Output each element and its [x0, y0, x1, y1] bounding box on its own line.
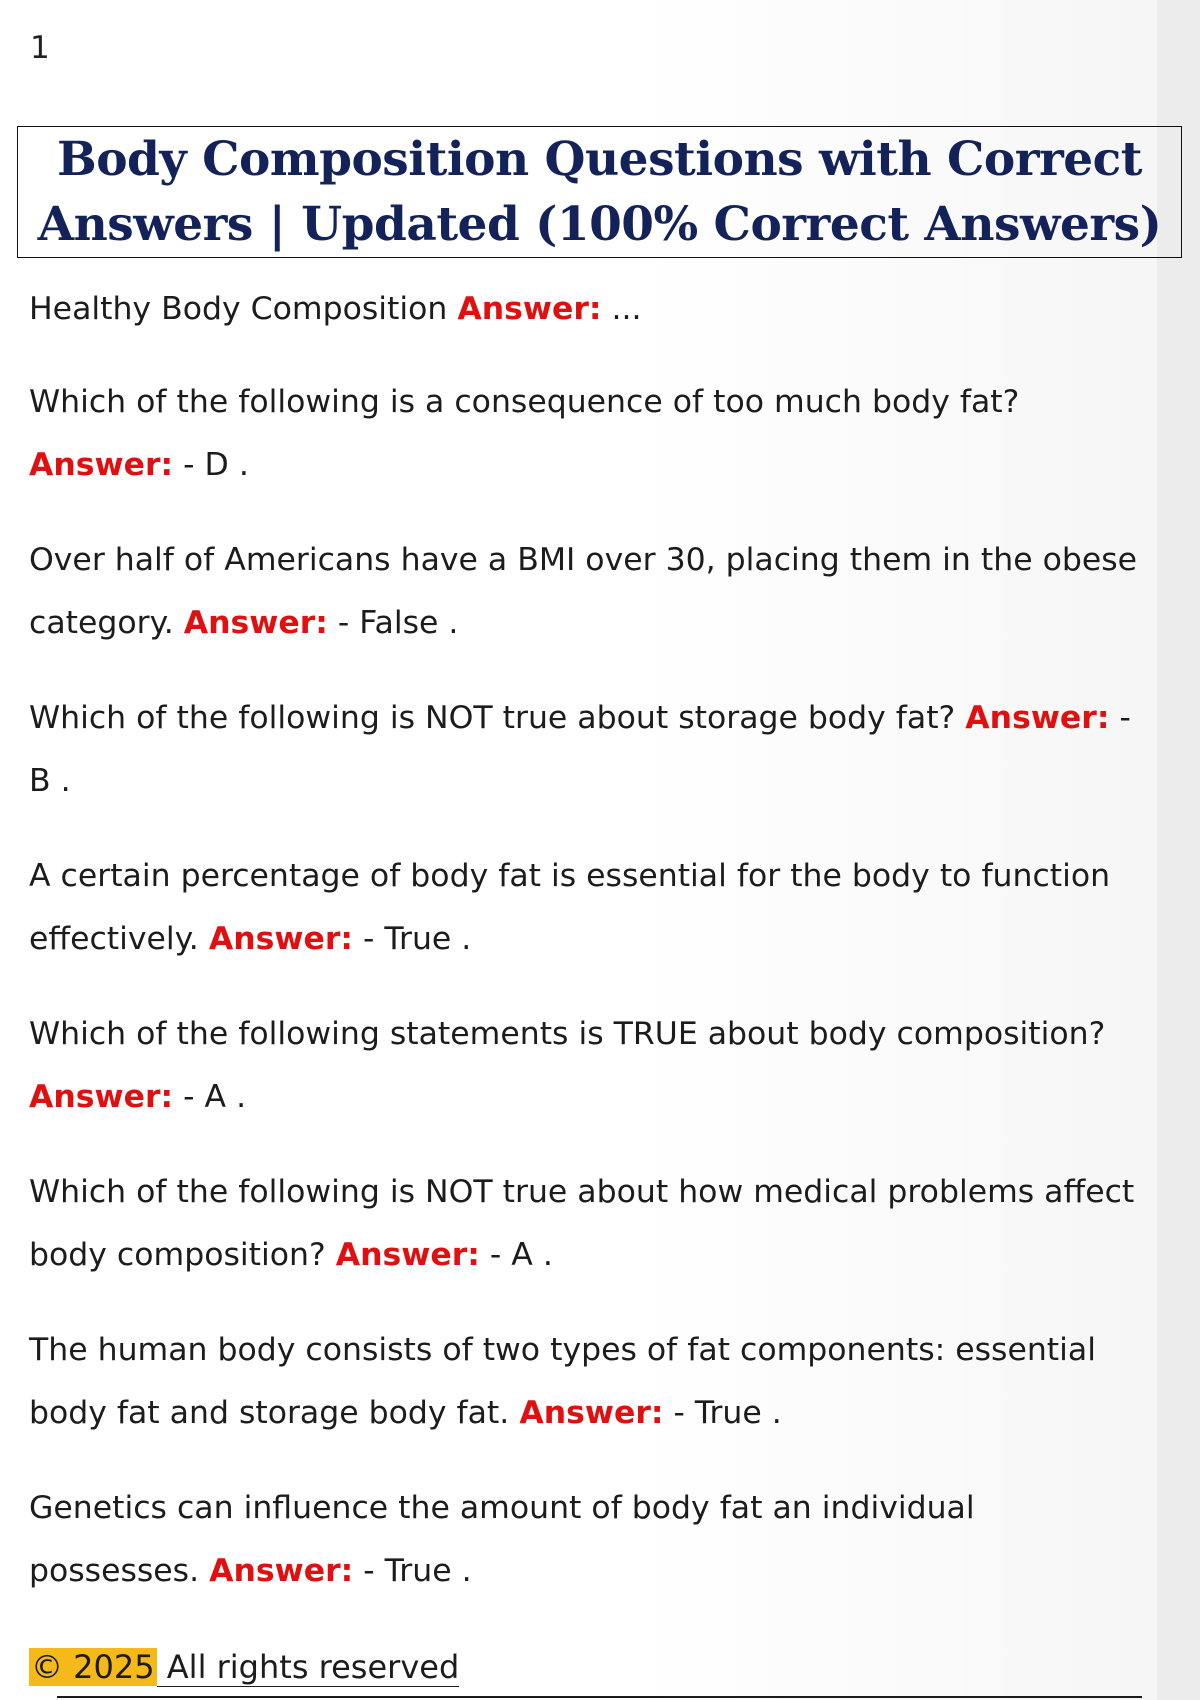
question-text: A certain percentage of body fat is essential for the body to function effectively. [29, 858, 1111, 957]
answer-label: Answer: [457, 291, 602, 327]
answer-label: Answer: [208, 921, 353, 957]
answer-text: - A . [173, 1079, 247, 1115]
answer-label: Answer: [519, 1395, 664, 1431]
question-text: Which of the following is NOT true about storage body fat? [29, 700, 966, 736]
answer-text: - B . [29, 700, 1131, 799]
qa-item [29, 1003, 1154, 1129]
answer-text: - False . [327, 605, 459, 641]
title-line-1: Body Composition Questions with Correct [56, 132, 1143, 187]
qa-list [29, 278, 1154, 1635]
question-text: Genetics can influence the amount of body fat an individual possesses. [29, 1490, 975, 1589]
qa-item [29, 1319, 1154, 1445]
answer-text: - True . [663, 1395, 782, 1431]
copyright-year: © 2025 [31, 1648, 155, 1686]
answer-text: - True . [353, 1553, 472, 1589]
qa-item [29, 371, 1154, 497]
title-line-2: Answers | Updated (100% Correct Answers) [37, 197, 1162, 252]
answer-text: ... [601, 291, 642, 327]
question-text: Healthy Body Composition [29, 291, 458, 327]
qa-item [29, 845, 1154, 971]
answer-label: Answer: [183, 605, 328, 641]
answer-label: Answer: [29, 1079, 174, 1115]
qa-item [29, 1477, 1154, 1603]
title-box [17, 126, 1182, 258]
page-number: 1 [30, 30, 50, 66]
qa-item [29, 529, 1154, 655]
answer-text: - D . [173, 447, 249, 483]
question-text: The human body consists of two types of fat components: essential body fat and storage body fat. [29, 1332, 1096, 1431]
rights-reserved-text: All rights reserved [156, 1648, 460, 1686]
question-text: Over half of Americans have a BMI over 30, placing them in the obese category. [29, 542, 1138, 641]
qa-item [29, 278, 1154, 341]
answer-label: Answer: [29, 447, 174, 483]
document-title [38, 127, 1162, 257]
footer-divider [57, 1696, 1142, 1698]
qa-item [29, 687, 1154, 813]
question-text: Which of the following is a consequence of too much body fat? [29, 384, 1020, 420]
question-text: Which of the following statements is TRUE about body composition? [29, 1016, 1106, 1052]
footer [29, 1645, 459, 1689]
answer-label: Answer: [965, 700, 1110, 736]
question-text: Which of the following is NOT true about how medical problems affect body composition? [29, 1174, 1135, 1273]
qa-item [29, 1161, 1154, 1287]
answer-label: Answer: [209, 1553, 354, 1589]
answer-text: - A . [479, 1237, 553, 1273]
answer-text: - True . [353, 921, 472, 957]
answer-label: Answer: [335, 1237, 480, 1273]
